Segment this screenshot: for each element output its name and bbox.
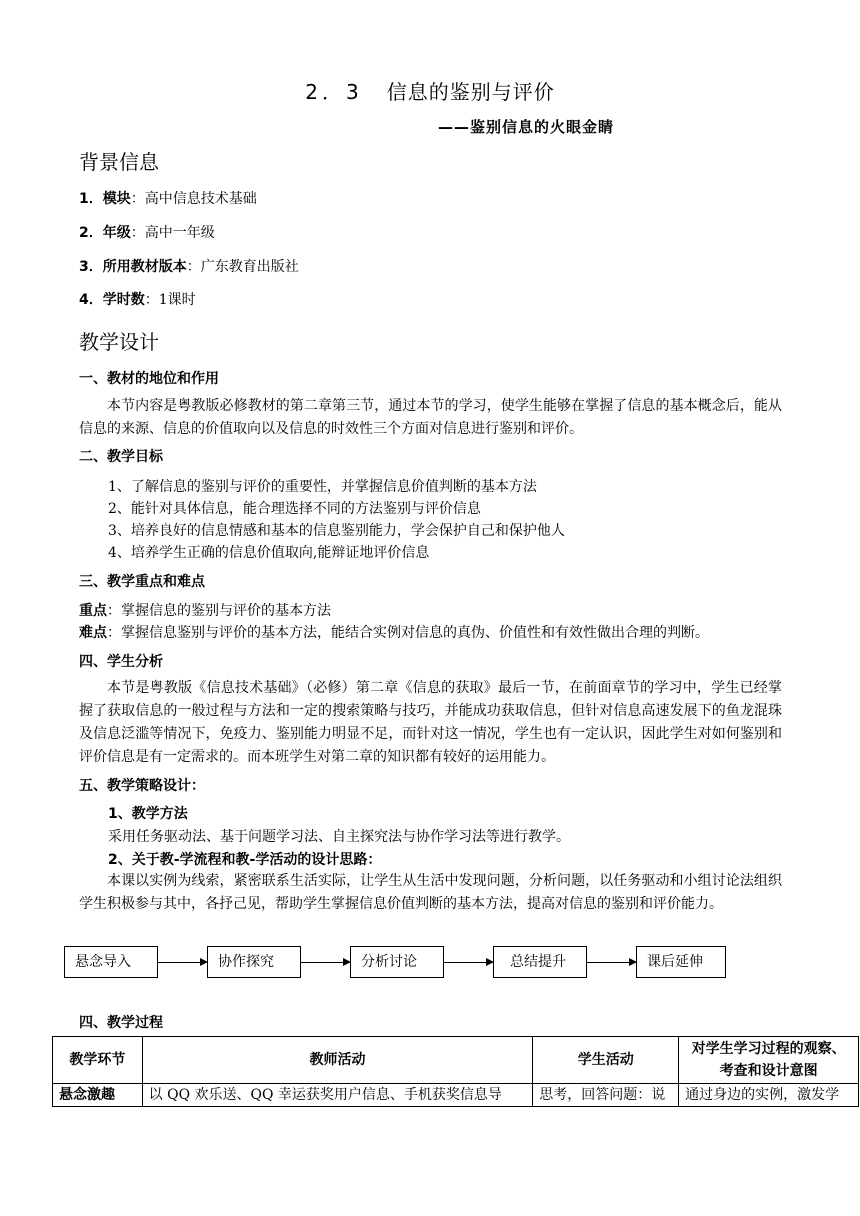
flow-arrow bbox=[587, 962, 636, 963]
process-design-text: 本课以实例为线索，紧密联系生活实际，让学生从生活中发现问题，分析问题，以任务驱动和小组讨论法组织学生积极参与其中，各抒己见，帮助学生掌握信息价值判断的基本方法，提高对信息的鉴别和评价能力。 bbox=[79, 873, 782, 912]
section-6-heading: 四、教学过程 bbox=[79, 1015, 163, 1031]
flow-step: 总结提升 bbox=[493, 946, 587, 978]
table-cell: 悬念激趣 bbox=[53, 1084, 143, 1107]
flow-step: 分析讨论 bbox=[350, 946, 444, 978]
method-text: 采用任务驱动法、基于问题学习法、自主探究法与协作学习法等进行教学。 bbox=[108, 829, 570, 845]
page-title bbox=[0, 76, 860, 105]
table-header: 对学生学习过程的观察、考查和设计意图 bbox=[679, 1037, 859, 1084]
method-heading: 1、教学方法 bbox=[108, 806, 188, 822]
process-design-heading: 2、关于教-学流程和教-学活动的设计思路： bbox=[108, 852, 382, 868]
table-header-row bbox=[53, 1037, 859, 1084]
meta-hours bbox=[79, 289, 196, 309]
objective-item: 4、培养学生正确的信息价值取向,能辩证地评价信息 bbox=[108, 545, 430, 561]
section-5-heading: 五、教学策略设计： bbox=[79, 778, 205, 794]
meta-hours-label: 4．学时数 bbox=[79, 292, 145, 308]
meta-module bbox=[79, 188, 257, 208]
section-4-text: 本节是粤教版《信息技术基础》（必修）第二章《信息的获取》最后一节，在前面章节的学习中，学生已经掌握了获取信息的一般过程与方法和一定的搜索策略与技巧，并能成功获取信息，但针对信息高速发展下的鱼龙混珠及信息泛滥等情况下，免疫力、鉴别能力明显不足，而针对这一情况，学生也有一定认识，因此学生对如何鉴别和评价信息是有一定需求的。而本班学生对第二章的知识都有较好的运用能力。 bbox=[79, 680, 782, 765]
flow-step: 课后延伸 bbox=[636, 946, 726, 978]
meta-textbook-value: ：广东教育出版社 bbox=[186, 259, 299, 275]
title-text: 信息的鉴别与评价 bbox=[386, 80, 555, 104]
background-heading: 背景信息 bbox=[79, 150, 159, 174]
meta-grade-label: 2．年级 bbox=[79, 225, 131, 241]
difficult-point-text: ：掌握信息鉴别与评价的基本方法，能结合实例对信息的真伪、价值性和有效性做出合理的判断。 bbox=[107, 625, 709, 641]
table-header: 学生活动 bbox=[533, 1037, 679, 1084]
flow-step: 悬念导入 bbox=[64, 946, 158, 978]
table-header: 教师活动 bbox=[142, 1037, 533, 1084]
section-3-heading: 三、教学重点和难点 bbox=[79, 574, 205, 590]
table-cell: 通过身边的实例，激发学 bbox=[679, 1084, 859, 1107]
key-point bbox=[79, 600, 331, 620]
table-cell: 思考，回答问题：说 bbox=[533, 1084, 679, 1107]
table-row bbox=[53, 1084, 859, 1107]
teaching-process-table bbox=[52, 1036, 859, 1107]
meta-textbook-label: 3．所用教材版本 bbox=[79, 259, 187, 275]
table-cell: 以 QQ 欢乐送、QQ 幸运获奖用户信息、手机获奖信息导 bbox=[142, 1084, 533, 1107]
section-2-heading: 二、教学目标 bbox=[79, 449, 163, 465]
key-point-text: ：掌握信息的鉴别与评价的基本方法 bbox=[107, 603, 331, 619]
flow-step: 协作探究 bbox=[207, 946, 301, 978]
flow-arrow bbox=[158, 962, 207, 963]
meta-grade-value: ：高中一年级 bbox=[130, 225, 215, 241]
key-point-label: 重点 bbox=[79, 603, 107, 619]
objective-item: 1、了解信息的鉴别与评价的重要性，并掌握信息价值判断的基本方法 bbox=[108, 479, 537, 495]
page-subtitle: ——鉴别信息的火眼金睛 bbox=[438, 118, 615, 136]
section-1-text: 本节内容是粤教版必修教材的第二章第三节，通过本节的学习，使学生能够在掌握了信息的基本概念后，能从信息的来源、信息的价值取向以及信息的时效性三个方面对信息进行鉴别和评价。 bbox=[79, 398, 782, 437]
meta-grade bbox=[79, 222, 215, 242]
objective-item: 2、能针对具体信息，能合理选择不同的方法鉴别与评价信息 bbox=[108, 501, 481, 517]
meta-hours-value: ：1课时 bbox=[144, 292, 196, 308]
design-heading: 教学设计 bbox=[79, 330, 159, 354]
flow-arrow bbox=[444, 962, 493, 963]
flow-arrow bbox=[301, 962, 350, 963]
meta-module-label: 1．模块 bbox=[79, 191, 131, 207]
meta-textbook bbox=[79, 256, 299, 276]
section-1-heading: 一、教材的地位和作用 bbox=[79, 371, 219, 387]
difficult-point-label: 难点 bbox=[79, 625, 107, 641]
meta-module-value: ：高中信息技术基础 bbox=[130, 191, 257, 207]
difficult-point bbox=[79, 622, 709, 642]
table-header: 教学环节 bbox=[53, 1037, 143, 1084]
objective-item: 3、培养良好的信息情感和基本的信息鉴别能力，学会保护自己和保护他人 bbox=[108, 523, 565, 539]
section-number: 2．3 bbox=[305, 80, 363, 104]
section-4-heading: 四、学生分析 bbox=[79, 654, 163, 670]
